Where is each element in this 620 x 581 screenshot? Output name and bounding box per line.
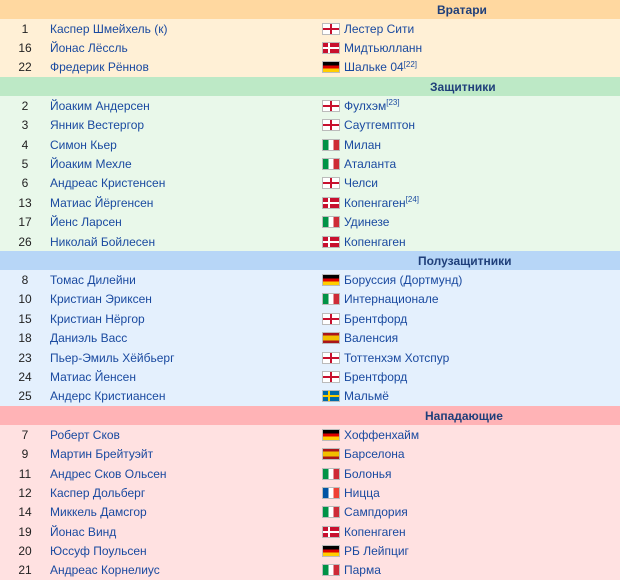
player-row [0, 58, 620, 77]
section-title: Защитники [430, 79, 496, 94]
club-cell [322, 60, 417, 74]
player-row [0, 213, 620, 232]
club-cell [322, 292, 439, 306]
player-name-link[interactable]: Матиас Йенсен [50, 369, 136, 384]
club-name-link[interactable]: Копенгаген [344, 524, 406, 539]
club-name-link[interactable]: Мидтьюлланн [344, 41, 423, 56]
player-name-link[interactable]: Андрес Сков Ольсен [50, 466, 167, 481]
flag-ger-icon[interactable] [322, 274, 340, 286]
player-name-link[interactable]: Фредерик Рённов [50, 60, 149, 75]
section-header-gk [0, 0, 620, 19]
player-row [0, 232, 620, 251]
club-cell [322, 176, 378, 190]
club-cell [322, 99, 400, 113]
club-name-link[interactable]: Милан [344, 137, 382, 152]
player-name-link[interactable]: Кристиан Эриксен [50, 292, 152, 307]
player-number: 22 [18, 60, 32, 75]
flag-eng-icon[interactable] [322, 23, 340, 35]
player-name-link[interactable]: Йенс Ларсен [50, 215, 122, 230]
player-number: 2 [21, 98, 29, 113]
club-cell [322, 118, 415, 132]
flag-esp-icon[interactable] [322, 332, 340, 344]
club-cell [322, 447, 405, 461]
player-name-link[interactable]: Андреас Корнелиус [50, 563, 160, 578]
player-number: 13 [18, 195, 32, 210]
player-row [0, 522, 620, 541]
player-row [0, 290, 620, 309]
player-row [0, 328, 620, 347]
flag-den-icon[interactable] [322, 526, 340, 538]
club-cell [322, 196, 419, 210]
flag-ita-icon[interactable] [322, 139, 340, 151]
flag-eng-icon[interactable] [322, 119, 340, 131]
player-name-link[interactable]: Юссуф Поульсен [50, 544, 147, 559]
club-cell [322, 428, 419, 442]
flag-eng-icon[interactable] [322, 371, 340, 383]
player-number: 24 [18, 369, 32, 384]
club-name-link[interactable]: Брентфорд [344, 311, 408, 326]
club-name-link[interactable]: Шальке 04 [344, 60, 404, 75]
player-name-link[interactable]: Матиас Йёргенсен [50, 195, 154, 210]
club-name-link[interactable]: Валенсия [344, 331, 399, 346]
club-name-link[interactable]: Фулхэм [344, 98, 387, 113]
flag-esp-icon[interactable] [322, 448, 340, 460]
player-number: 16 [18, 41, 32, 56]
club-name-link[interactable]: Парма [344, 563, 381, 578]
player-number: 23 [18, 350, 32, 365]
club-name-link[interactable]: Аталанта [344, 157, 397, 172]
club-cell [322, 351, 449, 365]
section-title: Нападающие [425, 408, 503, 423]
club-name-link[interactable]: РБ Лейпциг [344, 544, 409, 559]
club-name-link[interactable]: Челси [344, 176, 378, 191]
club-name-link[interactable]: Болонья [344, 466, 392, 481]
club-name-link[interactable]: Брентфорд [344, 369, 408, 384]
flag-den-icon[interactable] [322, 197, 340, 209]
flag-swe-icon[interactable] [322, 390, 340, 402]
club-name-link[interactable]: Лестер Сити [344, 21, 415, 36]
flag-ger-icon[interactable] [322, 429, 340, 441]
club-cell [322, 505, 408, 519]
player-row [0, 464, 620, 483]
flag-ita-icon[interactable] [322, 158, 340, 170]
club-name-link[interactable]: Хоффенхайм [344, 427, 420, 442]
club-cell [322, 273, 462, 287]
club-name-link[interactable]: Барселона [344, 447, 405, 462]
section-header-fw [0, 406, 620, 425]
club-name-link[interactable]: Тоттенхэм Хотспур [344, 350, 450, 365]
club-name-link[interactable]: Удинезе [344, 215, 390, 230]
club-cell [322, 235, 406, 249]
flag-eng-icon[interactable] [322, 313, 340, 325]
player-number: 12 [18, 485, 32, 500]
player-name-link[interactable]: Симон Кьер [50, 137, 117, 152]
player-number: 5 [21, 157, 29, 172]
player-row [0, 444, 620, 463]
flag-ita-icon[interactable] [322, 216, 340, 228]
flag-eng-icon[interactable] [322, 177, 340, 189]
player-row [0, 309, 620, 328]
player-name-link[interactable]: Йоаким Андерсен [50, 98, 150, 113]
player-number: 26 [18, 234, 32, 249]
player-row [0, 367, 620, 386]
player-row [0, 541, 620, 560]
club-cell [322, 41, 422, 55]
flag-den-icon[interactable] [322, 236, 340, 248]
player-row [0, 270, 620, 289]
player-name-link[interactable]: Роберт Сков [50, 427, 120, 442]
club-name-link[interactable]: Интернационале [344, 292, 439, 307]
player-number: 14 [18, 505, 32, 520]
player-row [0, 116, 620, 135]
section-header-df [0, 77, 620, 96]
reference-link[interactable]: [23] [386, 98, 400, 108]
player-name-link[interactable]: Янник Вестергор [50, 118, 145, 133]
player-number: 20 [18, 544, 32, 559]
club-name-link[interactable]: Саутгемптон [344, 118, 416, 133]
club-cell [322, 525, 406, 539]
player-row [0, 38, 620, 57]
player-name-link[interactable]: Андерс Кристиансен [50, 389, 166, 404]
player-row [0, 561, 620, 580]
flag-eng-icon[interactable] [322, 100, 340, 112]
flag-eng-icon[interactable] [322, 352, 340, 364]
club-cell [322, 467, 391, 481]
player-row [0, 96, 620, 115]
flag-ita-icon[interactable] [322, 506, 340, 518]
section-title: Полузащитники [418, 253, 512, 268]
flag-ger-icon[interactable] [322, 545, 340, 557]
player-name-link[interactable]: Йонас Винд [50, 524, 117, 539]
club-cell [322, 331, 398, 345]
player-name-link[interactable]: Миккель Дамсгор [50, 505, 147, 520]
player-number: 10 [18, 292, 32, 307]
club-cell [322, 389, 389, 403]
player-number: 6 [21, 176, 29, 191]
player-number: 9 [21, 447, 29, 462]
club-name-link[interactable]: Копенгаген [344, 195, 406, 210]
club-cell [322, 370, 407, 384]
player-name-link[interactable]: Томас Дилейни [50, 272, 136, 287]
player-row [0, 154, 620, 173]
section-title: Вратари [437, 2, 487, 17]
player-row [0, 19, 620, 38]
flag-ger-icon[interactable] [322, 61, 340, 73]
reference-link[interactable]: [24] [405, 195, 420, 205]
player-name-link[interactable]: Андреас Кристенсен [50, 176, 166, 191]
player-number: 25 [18, 389, 32, 404]
player-row [0, 483, 620, 502]
club-cell [322, 563, 381, 577]
player-number: 17 [18, 215, 32, 230]
player-name-link[interactable]: Йонас Лёссль [50, 41, 128, 56]
player-number: 19 [18, 524, 32, 539]
player-number: 21 [18, 563, 32, 578]
club-cell [322, 138, 381, 152]
player-row [0, 135, 620, 154]
player-number: 11 [18, 466, 32, 481]
flag-fra-icon[interactable] [322, 487, 340, 499]
club-cell [322, 22, 414, 36]
player-row [0, 387, 620, 406]
club-cell [322, 544, 409, 558]
player-name-link[interactable]: Каспер Дольберг [50, 485, 146, 500]
flag-ita-icon[interactable] [322, 293, 340, 305]
player-number: 15 [18, 311, 32, 326]
club-cell [322, 215, 389, 229]
club-name-link[interactable]: Ницца [344, 485, 380, 500]
player-row [0, 503, 620, 522]
club-name-link[interactable]: Мальмё [344, 389, 389, 404]
flag-ita-icon[interactable] [322, 564, 340, 576]
player-name-link[interactable]: Пьер-Эмиль Хёйбьерг [50, 350, 175, 365]
player-row [0, 425, 620, 444]
player-row [0, 193, 620, 212]
player-number: 1 [21, 21, 29, 36]
club-name-link[interactable]: Боруссия (Дортмунд) [344, 272, 463, 287]
player-number: 8 [21, 272, 29, 287]
club-cell [322, 486, 380, 500]
player-number: 3 [21, 118, 29, 133]
player-name-link[interactable]: Даниэль Васс [50, 331, 128, 346]
flag-ita-icon[interactable] [322, 468, 340, 480]
player-row [0, 174, 620, 193]
reference-link[interactable]: [22] [403, 59, 418, 69]
player-name-link[interactable]: Кристиан Нёргор [50, 311, 145, 326]
player-name-link[interactable]: Каспер Шмейхель (к) [50, 21, 168, 36]
player-name-link[interactable]: Мартин Брейтуэйт [50, 447, 154, 462]
section-header-mf [0, 251, 620, 270]
player-number: 18 [18, 331, 32, 346]
club-name-link[interactable]: Копенгаген [344, 234, 406, 249]
club-cell [322, 157, 396, 171]
flag-den-icon[interactable] [322, 42, 340, 54]
player-number: 4 [21, 137, 29, 152]
player-name-link[interactable]: Йоаким Мехле [50, 157, 132, 172]
player-name-link[interactable]: Николай Бойлесен [50, 234, 156, 249]
player-row [0, 348, 620, 367]
player-number: 7 [21, 427, 29, 442]
club-cell [322, 312, 407, 326]
club-name-link[interactable]: Сампдория [344, 505, 408, 520]
